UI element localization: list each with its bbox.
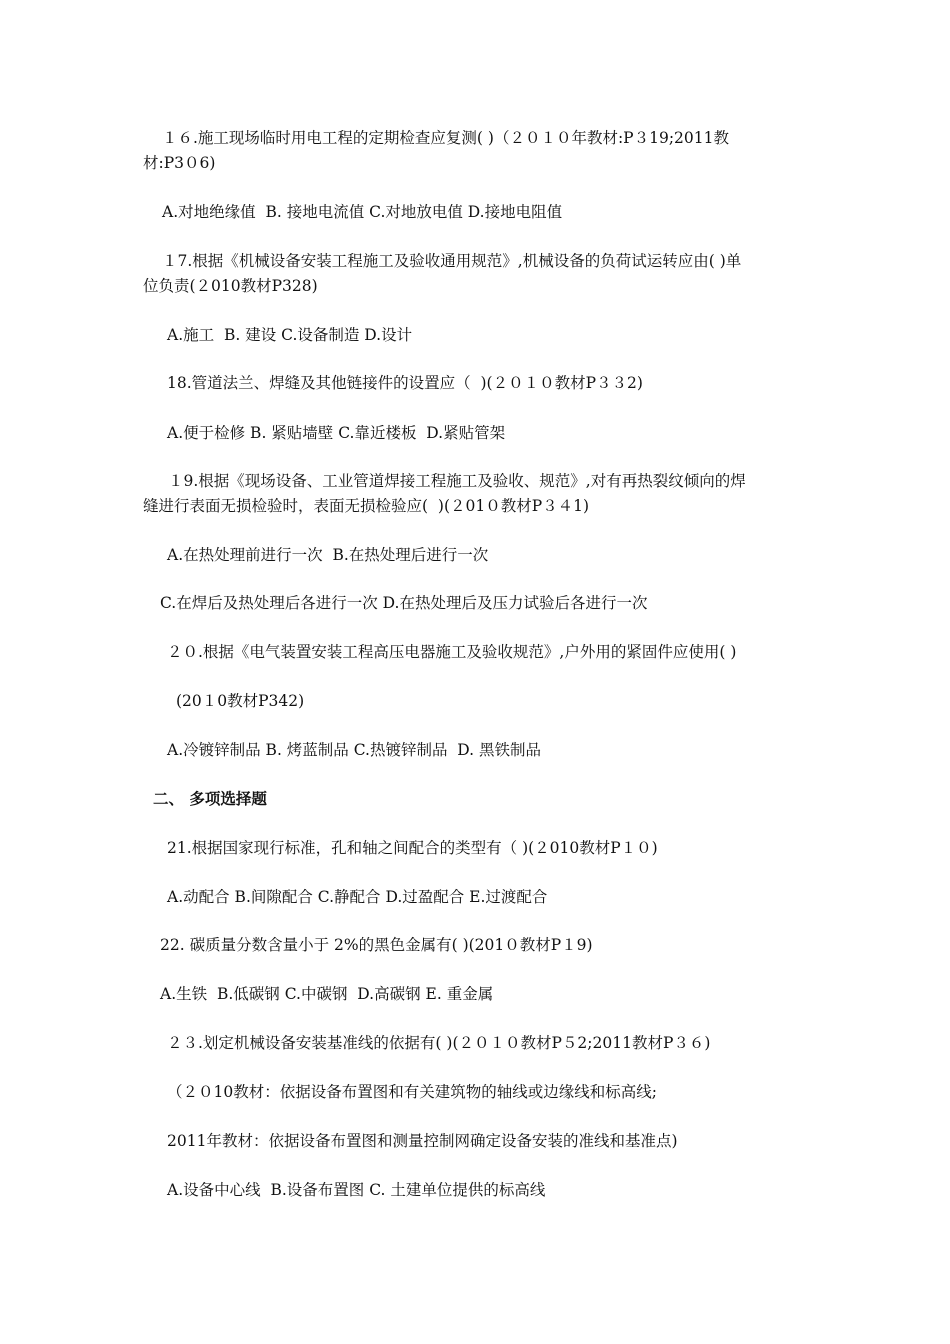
question-16-options: A.对地绝缘值 B. 接地电流值 C.对地放电值 D.接地电阻值 — [162, 203, 563, 221]
question-21-options: A.动配合 B.间隙配合 C.静配合 D.过盈配合 E.过渡配合 — [167, 888, 548, 906]
question-20-options: A.冷镀锌制品 B. 烤蓝制品 C.热镀锌制品 D. 黑铁制品 — [167, 741, 542, 759]
question-18-options: A.便于检修 B. 紧贴墙壁 C.靠近楼板 D.紧贴管架 — [167, 424, 506, 442]
question-23-stem: ２３.划定机械设备安装基准线的依据有( )(２０１０教材P５2;2011教材P３６) — [167, 1034, 711, 1052]
question-20-source: (20１0教材P342) — [176, 692, 305, 710]
question-17-options: A.施工 B. 建设 C.设备制造 D.设计 — [167, 326, 413, 344]
question-19-stem: １9.根据《现场设备、工业管道焊接工程施工及验收、规范》,对有再热裂纹倾向的焊 — [168, 472, 746, 490]
question-16-stem-cont: 材:P3０6) — [143, 154, 216, 172]
section-heading-multiple-choice: 二、 多项选择题 — [153, 789, 267, 808]
question-23-options: A.设备中心线 B.设备布置图 C. 土建单位提供的标高线 — [167, 1181, 546, 1199]
question-16-stem: １６.施工现场临时用电工程的定期检查应复测( )（２０１０年教材:P３19;2011教 — [162, 129, 729, 147]
question-19-options-ab: A.在热处理前进行一次 B.在热处理后进行一次 — [167, 546, 489, 564]
question-21-stem: 21.根据国家现行标准，孔和轴之间配合的类型有（ )(２010教材P１０) — [167, 839, 658, 857]
question-23-note-2011: 2011年教材：依据设备布置图和测量控制网确定设备安装的准线和基准点) — [167, 1132, 678, 1150]
question-19-options-cd: C.在焊后及热处理后各进行一次 D.在热处理后及压力试验后各进行一次 — [160, 594, 648, 612]
question-17-stem-cont: 位负责(２010教材P328) — [143, 277, 318, 295]
question-20-stem: ２０.根据《电气装置安装工程高压电器施工及验收规范》,户外用的紧固件应使用( ) — [167, 643, 737, 661]
question-19-stem-cont: 缝进行表面无损检验时，表面无损检验应( )(２01０教材P３４1) — [143, 497, 590, 515]
question-17-stem: １7.根据《机械设备安装工程施工及验收通用规范》,机械设备的负荷试运转应由( )单 — [162, 252, 742, 270]
question-23-note-2010: （２０10教材：依据设备布置图和有关建筑物的轴线或边缘线和标高线; — [167, 1083, 657, 1101]
question-22-options: A.生铁 B.低碳钢 C.中碳钢 D.高碳钢 E. 重金属 — [160, 985, 494, 1003]
question-22-stem: 22. 碳质量分数含量小于 2%的黑色金属有( )(201０教材P１9) — [160, 936, 593, 954]
question-18-stem: 18.管道法兰、焊缝及其他链接件的设置应（ )(２０１０教材P３３2) — [167, 374, 643, 392]
